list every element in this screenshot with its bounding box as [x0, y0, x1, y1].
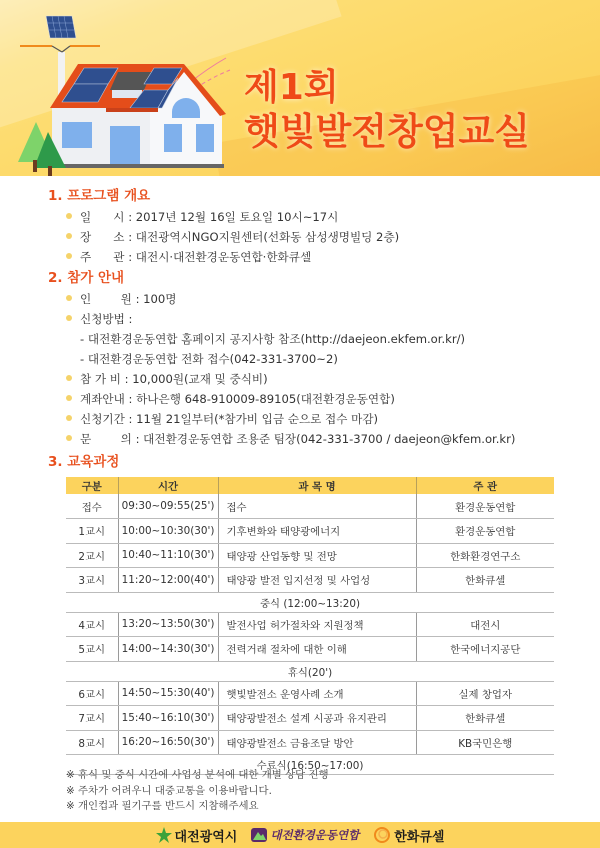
- participation-item-method: 신청방법 :: [66, 312, 132, 326]
- table-row: [66, 681, 554, 706]
- note-parking: ※ 주차가 어려우니 대중교통을 이용바랍니다.: [66, 784, 272, 797]
- cell-host: 실제 창업자: [416, 681, 554, 706]
- note-consultation: ※ 휴식 및 중식 시간에 사업성 분석에 대한 개별 상담 진행: [66, 769, 329, 781]
- cell-time: 15:40~16:10(30'): [118, 706, 218, 731]
- section-title-participation: 2. 참가 안내: [48, 270, 125, 286]
- overview-item-date: 일 시 : 2017년 12월 16일 토요일 10시~17시: [66, 210, 338, 224]
- logo-kfem: 대전환경운동연합: [251, 827, 359, 843]
- method-phone: - 대전환경운동연합 전화 접수(042-331-3700~2): [80, 352, 338, 366]
- cell-time: 14:00~14:30(30'): [118, 637, 218, 662]
- cell-merged: 수료식(16:50~17:00): [66, 755, 554, 775]
- cell-time: 11:20~12:00(40'): [118, 568, 218, 593]
- daejeon-star-icon: [156, 827, 172, 843]
- header-period: 구분: [66, 477, 118, 494]
- participation-item-capacity: 인 원 : 100명: [66, 292, 177, 306]
- cell-time: 10:00~10:30(30'): [118, 519, 218, 544]
- cell-course: 기후변화와 태양광에너지: [218, 519, 416, 544]
- cell-host: 대전시: [416, 612, 554, 637]
- cell-course: 햇빛발전소 운영사례 소개: [218, 681, 416, 706]
- table-header-row: [66, 477, 554, 494]
- header-banner: [0, 0, 600, 176]
- header-course: 과 목 명: [218, 477, 416, 494]
- cell-time: 16:20~16:50(30'): [118, 730, 218, 755]
- cell-course: 태양광발전소 설계 시공과 유지관리: [218, 706, 416, 731]
- table-row: [66, 519, 554, 544]
- section-title-overview: 1. 프로그램 개요: [48, 188, 151, 204]
- cell-host: 환경운동연합: [416, 519, 554, 544]
- cell-course: 전력거래 절차에 대한 이해: [218, 637, 416, 662]
- bullet-dot-icon: [66, 395, 72, 401]
- cell-period: 6교시: [66, 681, 118, 706]
- table-row: [66, 494, 554, 519]
- overview-item-organizer: 주 관 : 대전시·대전환경운동연합·한화큐셀: [66, 250, 311, 264]
- cell-course: 태양광 발전 입지선정 및 사업성: [218, 568, 416, 593]
- cell-host: KB국민은행: [416, 730, 554, 755]
- table-row-lunch: [66, 592, 554, 612]
- solar-house-illustration-icon: [12, 12, 232, 176]
- cell-course: 발전사업 허가절차와 지원정책: [218, 612, 416, 637]
- kfem-mountain-icon: [251, 828, 267, 842]
- bullet-dot-icon: [66, 253, 72, 259]
- footer-sponsors: [0, 822, 600, 848]
- participation-item-contact: 문 의 : 대전환경운동연합 조용준 팀장(042-331-3700 / daejeon@kfem.or.kr): [66, 432, 515, 446]
- table-row: [66, 543, 554, 568]
- cell-host: 환경운동연합: [416, 494, 554, 519]
- cell-period: 2교시: [66, 543, 118, 568]
- participation-item-account: 계좌안내 : 하나은행 648-910009-89105(대전환경운동연합): [66, 392, 395, 406]
- curriculum-table: [66, 477, 554, 775]
- cell-host: 한화큐셀: [416, 706, 554, 731]
- bullet-dot-icon: [66, 435, 72, 441]
- banner-title: [244, 68, 530, 156]
- hanwha-ring-icon: [373, 826, 391, 844]
- section-title-curriculum: 3. 교육과정: [48, 454, 120, 470]
- cell-merged: 중식 (12:00~13:20): [66, 592, 554, 612]
- bullet-dot-icon: [66, 375, 72, 381]
- cell-course: 태양광 산업동향 및 전망: [218, 543, 416, 568]
- table-row: [66, 637, 554, 662]
- cell-period: 5교시: [66, 637, 118, 662]
- overview-item-place: 장 소 : 대전광역시NGO지원센터(선화동 삼성생명빌딩 2층): [66, 230, 399, 244]
- title-edition: 제1회: [244, 67, 339, 108]
- bullet-dot-icon: [66, 415, 72, 421]
- note-supplies: ※ 개인컵과 필기구를 반드시 지참해주세요: [66, 800, 259, 812]
- cell-host: 한화환경연구소: [416, 543, 554, 568]
- cell-period: 7교시: [66, 706, 118, 731]
- cell-time: 09:30~09:55(25'): [118, 494, 218, 519]
- participation-item-period: 신청기간 : 11월 21일부터(*참가비 입금 순으로 접수 마감): [66, 412, 378, 426]
- cell-course: 태양광발전소 금융조달 방안: [218, 730, 416, 755]
- cell-period: 접수: [66, 494, 118, 519]
- cell-time: 14:50~15:30(40'): [118, 681, 218, 706]
- cell-period: 3교시: [66, 568, 118, 593]
- logo-daejeon: 대전광역시: [156, 826, 238, 845]
- bullet-dot-icon: [66, 213, 72, 219]
- table-row: [66, 730, 554, 755]
- method-homepage: - 대전환경운동연합 홈페이지 공지사항 참조(http://daejeon.ekfem.or.kr/): [80, 332, 466, 346]
- notes: [66, 768, 329, 815]
- bullet-dot-icon: [66, 315, 72, 321]
- table-row: [66, 568, 554, 593]
- cell-host: 한화큐셀: [416, 568, 554, 593]
- header-time: 시간: [118, 477, 218, 494]
- cell-host: 한국에너지공단: [416, 637, 554, 662]
- table-row: [66, 706, 554, 731]
- cell-period: 8교시: [66, 730, 118, 755]
- cell-merged: 휴식(20'): [66, 661, 554, 681]
- cell-time: 10:40~11:10(30'): [118, 543, 218, 568]
- title-main: 햇빛발전창업교실: [244, 110, 530, 153]
- cell-period: 4교시: [66, 612, 118, 637]
- logo-hanwha: 한화큐셀: [373, 826, 444, 845]
- cell-period: 1교시: [66, 519, 118, 544]
- cell-time: 13:20~13:50(30'): [118, 612, 218, 637]
- cell-course: 접수: [218, 494, 416, 519]
- header-host: 주 관: [416, 477, 554, 494]
- table-row-break: [66, 661, 554, 681]
- bullet-dot-icon: [66, 295, 72, 301]
- table-row: [66, 612, 554, 637]
- participation-item-fee: 참 가 비 : 10,000원(교재 및 중식비): [66, 372, 268, 386]
- bullet-dot-icon: [66, 233, 72, 239]
